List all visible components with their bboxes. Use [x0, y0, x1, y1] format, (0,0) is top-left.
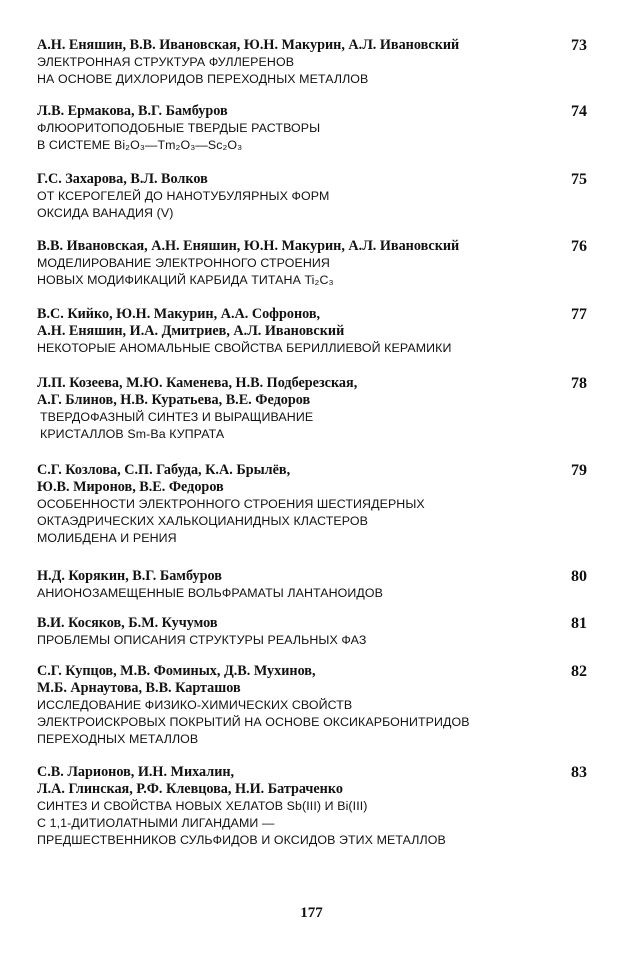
- entry-page-number: 76: [571, 238, 587, 255]
- entry-title: ПРОБЛЕМЫ ОПИСАНИЯ СТРУКТУРЫ РЕАЛЬНЫХ ФАЗ: [37, 633, 367, 647]
- page-footer-number: 177: [300, 905, 323, 921]
- entry-title: ЭЛЕКТРОННАЯ СТРУКТУРА ФУЛЛЕРЕНОВ: [37, 55, 295, 69]
- entry-title: В СИСТЕМЕ Bi₂O₃—Tm₂O₃—Sc₂O₃: [37, 138, 243, 152]
- toc-entry-83: [37, 764, 587, 849]
- entry-authors: С.Г. Купцов, М.В. Фоминых, Д.В. Мухинов,: [37, 663, 316, 679]
- entry-title: ТВЕРДОФАЗНЫЙ СИНТЕЗ И ВЫРАЩИВАНИЕ: [40, 410, 314, 424]
- entry-page-number: 74: [571, 103, 587, 120]
- entry-title: МОЛИБДЕНА И РЕНИЯ: [37, 531, 177, 545]
- entry-page-number: 78: [571, 375, 587, 392]
- toc-entry-80: [37, 568, 587, 602]
- entry-authors: В.И. Косяков, Б.М. Кучумов: [37, 615, 218, 631]
- entry-authors: Л.А. Глинская, Р.Ф. Клевцова, Н.И. Батраченко: [37, 781, 343, 797]
- entry-page-number: 83: [571, 764, 587, 781]
- entry-authors: А.Н. Еняшин, В.В. Ивановская, Ю.Н. Макурин, А.Л. Ивановский: [37, 37, 460, 53]
- entry-page-number: 73: [571, 37, 587, 54]
- toc-entry-82: [37, 663, 587, 748]
- entry-authors: Л.П. Козеева, М.Ю. Каменева, Н.В. Подберезская,: [37, 375, 358, 391]
- entry-authors: Г.С. Захарова, В.Л. Волков: [37, 171, 208, 187]
- toc-entry-76: [37, 238, 587, 289]
- entry-title: ОКСИДА ВАНАДИЯ (V): [37, 206, 174, 220]
- entry-title: ОТ КСЕРОГЕЛЕЙ ДО НАНОТУБУЛЯРНЫХ ФОРМ: [37, 189, 330, 203]
- entry-page-number: 82: [571, 663, 587, 680]
- entry-title: ОКТАЭДРИЧЕСКИХ ХАЛЬКОЦИАНИДНЫХ КЛАСТЕРОВ: [37, 514, 368, 528]
- entry-title: АНИОНОЗАМЕЩЕННЫЕ ВОЛЬФРАМАТЫ ЛАНТАНОИДОВ: [37, 586, 384, 600]
- toc-entry-75: [37, 171, 587, 222]
- entry-title: НОВЫХ МОДИФИКАЦИЙ КАРБИДА ТИТАНА Ti₂C₃: [37, 273, 334, 287]
- entry-title: С 1,1-ДИТИОЛАТНЫМИ ЛИГАНДАМИ —: [37, 816, 275, 830]
- entry-title: ПЕРЕХОДНЫХ МЕТАЛЛОВ: [37, 732, 199, 746]
- entry-authors: В.В. Ивановская, А.Н. Еняшин, Ю.Н. Макурин, А.Л. Ивановский: [37, 238, 460, 254]
- entry-title: СИНТЕЗ И СВОЙСТВА НОВЫХ ХЕЛАТОВ Sb(III) И Bi(III): [37, 799, 368, 813]
- entry-page-number: 75: [571, 171, 587, 188]
- entry-authors: М.Б. Арнаутова, В.В. Карташов: [37, 680, 241, 696]
- entry-authors: А.Н. Еняшин, И.А. Дмитриев, А.Л. Ивановский: [37, 323, 345, 339]
- entry-title: КРИСТАЛЛОВ Sm-Ba КУПРАТА: [40, 427, 225, 441]
- entry-page-number: 81: [571, 615, 587, 632]
- entry-authors: С.Г. Козлова, С.П. Габуда, К.А. Брылёв,: [37, 462, 291, 478]
- entry-authors: С.В. Ларионов, И.Н. Михалин,: [37, 764, 235, 780]
- toc-entry-78: [37, 375, 587, 443]
- entry-authors: Н.Д. Корякин, В.Г. Бамбуров: [37, 568, 222, 584]
- entry-title: МОДЕЛИРОВАНИЕ ЭЛЕКТРОННОГО СТРОЕНИЯ: [37, 256, 330, 270]
- toc-entry-81: [37, 615, 587, 649]
- toc-entry-79: [37, 462, 587, 547]
- entry-title: НЕКОТОРЫЕ АНОМАЛЬНЫЕ СВОЙСТВА БЕРИЛЛИЕВОЙ КЕРАМИКИ: [37, 341, 452, 355]
- toc-entry-73: [37, 37, 587, 88]
- entry-title: НА ОСНОВЕ ДИХЛОРИДОВ ПЕРЕХОДНЫХ МЕТАЛЛОВ: [37, 72, 369, 86]
- entry-authors: В.С. Кийко, Ю.Н. Макурин, А.А. Софронов,: [37, 306, 321, 322]
- entry-authors: А.Г. Блинов, Н.В. Куратьева, В.Е. Федоров: [37, 392, 311, 408]
- entry-title: ИССЛЕДОВАНИЕ ФИЗИКО-ХИМИЧЕСКИХ СВОЙСТВ: [37, 698, 353, 712]
- entry-page-number: 79: [571, 462, 587, 479]
- toc-entry-77: [37, 306, 587, 357]
- toc-entry-74: [37, 103, 587, 154]
- entry-page-number: 80: [571, 568, 587, 585]
- entry-authors: Л.В. Ермакова, В.Г. Бамбуров: [37, 103, 228, 119]
- entry-title: ПРЕДШЕСТВЕННИКОВ СУЛЬФИДОВ И ОКСИДОВ ЭТИХ МЕТАЛЛОВ: [37, 833, 446, 847]
- entry-title: ФЛЮОРИТОПОДОБНЫЕ ТВЕРДЫЕ РАСТВОРЫ: [37, 121, 321, 135]
- entry-authors: Ю.В. Миронов, В.Е. Федоров: [37, 479, 224, 495]
- entry-page-number: 77: [571, 306, 587, 323]
- entry-title: ЭЛЕКТРОИСКРОВЫХ ПОКРЫТИЙ НА ОСНОВЕ ОКСИКАРБОНИТРИДОВ: [37, 715, 470, 729]
- entry-title: ОСОБЕННОСТИ ЭЛЕКТРОННОГО СТРОЕНИЯ ШЕСТИЯДЕРНЫХ: [37, 497, 425, 511]
